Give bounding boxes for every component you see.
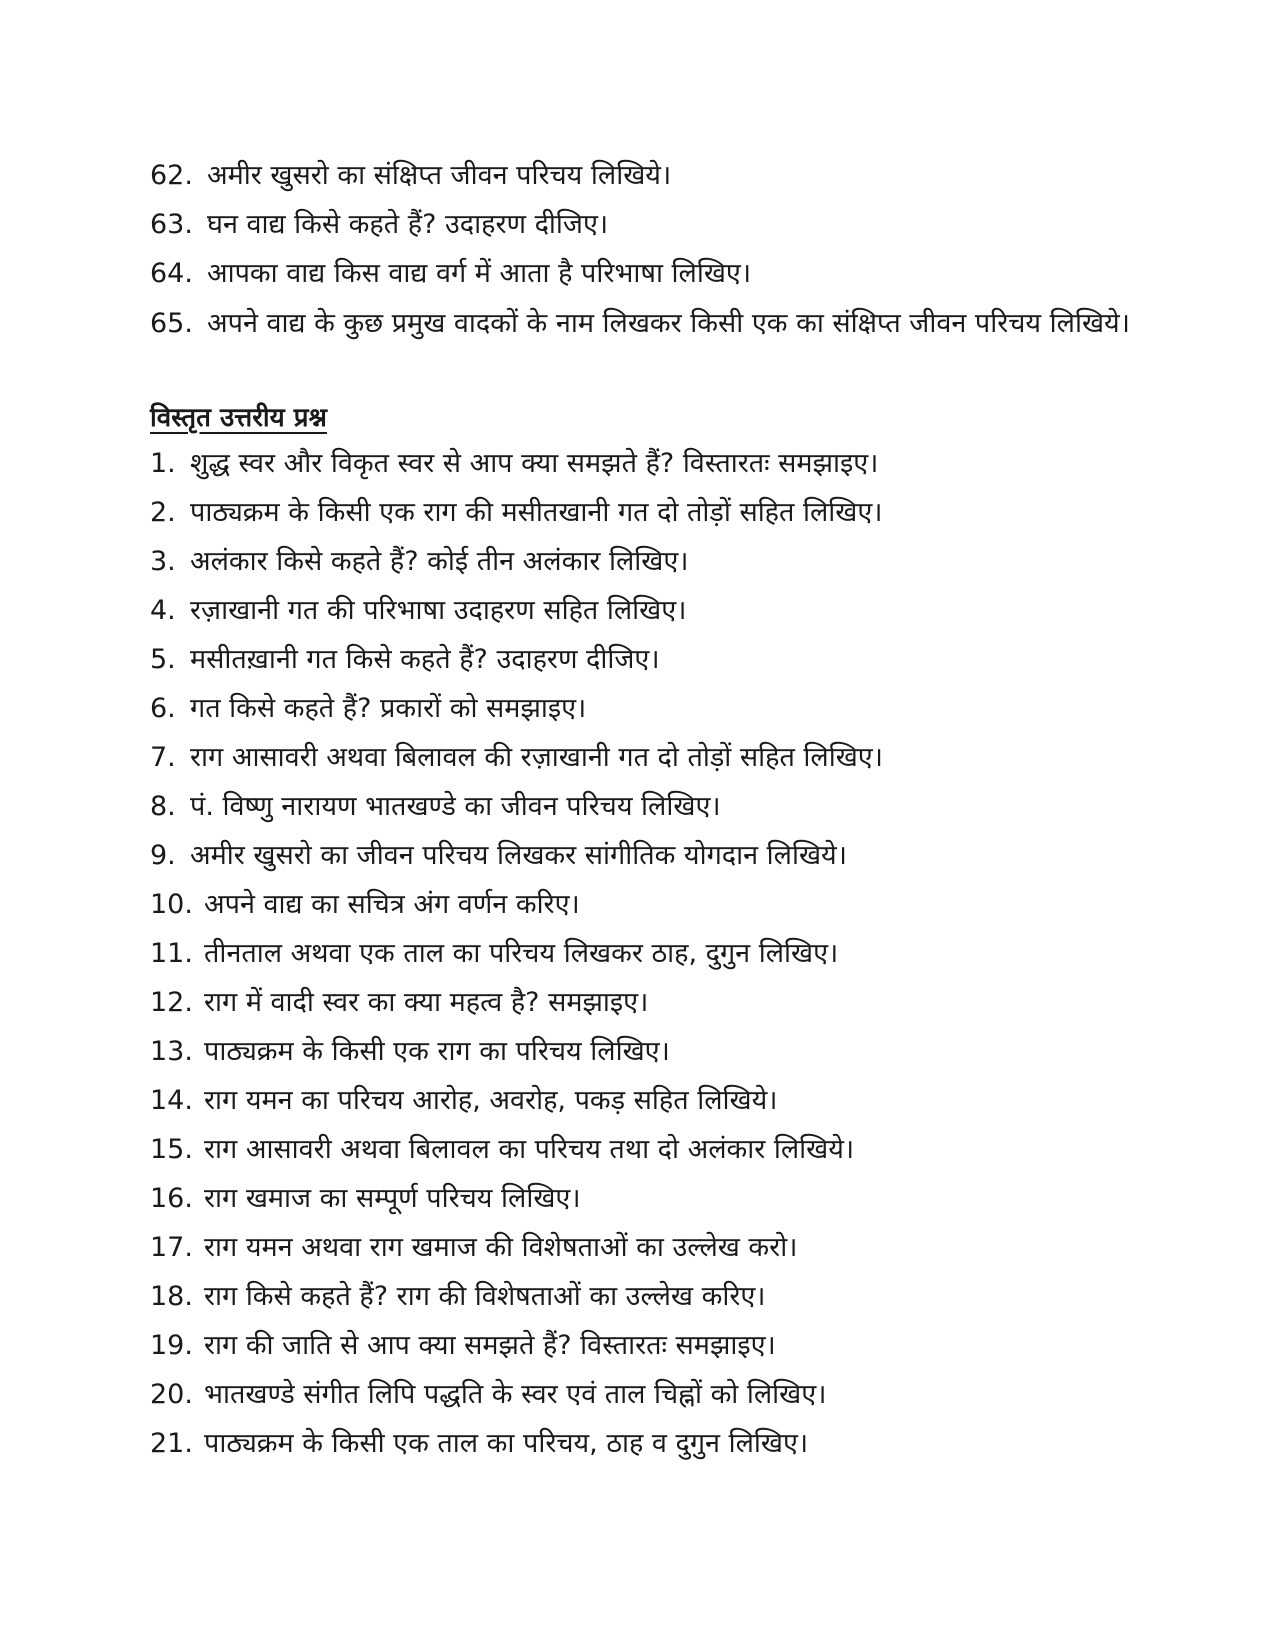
question-item [150,1026,1150,1075]
question-item [150,634,1150,683]
question-item [150,1418,1150,1467]
question-number: 13. [150,1036,193,1067]
question-number: 14. [150,1085,193,1116]
question-number: 8. [150,791,176,822]
question-text: पं. विष्णु नारायण भातखण्डे का जीवन परिचय लिखिए। [190,791,721,822]
question-text: राग में वादी स्वर का क्या महत्व है? समझाइए। [204,987,649,1018]
question-item [150,248,1150,297]
question-item [150,1075,1150,1124]
question-item [150,487,1150,536]
question-number: 20. [150,1379,193,1410]
question-text: पाठ्यक्रम के किसी एक राग का परिचय लिखिए। [204,1036,670,1067]
question-item [150,297,1150,351]
question-text: राग यमन का परिचय आरोह, अवरोह, पकड़ सहित लिखिये। [204,1085,778,1116]
question-number: 7. [150,742,176,773]
question-text: पाठ्यक्रम के किसी एक ताल का परिचय, ठाह व दुगुन लिखिए। [204,1428,809,1459]
question-item [150,438,1150,487]
question-number: 17. [150,1232,193,1263]
question-item [150,732,1150,781]
question-text: राग यमन अथवा राग खमाज की विशेषताओं का उल्लेख करो। [204,1232,798,1263]
question-item [150,928,1150,977]
question-number: 19. [150,1330,193,1361]
question-item [150,1320,1150,1369]
question-number: 16. [150,1183,193,1214]
question-number: 4. [150,595,176,626]
question-number: 9. [150,840,176,871]
question-number: 5. [150,644,176,675]
question-text: गत किसे कहते हैं? प्रकारों को समझाइए। [190,693,587,724]
question-item [150,879,1150,928]
question-text: राग किसे कहते हैं? राग की विशेषताओं का उल्लेख करिए। [204,1281,766,1312]
question-text: अमीर खुसरो का संक्षिप्त जीवन परिचय लिखिये। [207,160,672,191]
question-text: मसीतख़ानी गत किसे कहते हैं? उदाहरण दीजिए। [190,644,660,675]
question-text: राग आसावरी अथवा बिलावल की रज़ाखानी गत दो तोड़ों सहित लिखिए। [190,742,883,773]
question-text: घन वाद्य किसे कहते हैं? उदाहरण दीजिए। [207,209,609,240]
question-item [150,199,1150,248]
question-number: 18. [150,1281,193,1312]
question-item [150,781,1150,830]
question-number: 10. [150,889,193,920]
question-text: भातखण्डे संगीत लिपि पद्धति के स्वर एवं ताल चिह्नों को लिखिए। [204,1379,827,1410]
question-text: पाठ्यक्रम के किसी एक राग की मसीतखानी गत दो तोड़ों सहित लिखिए। [190,497,883,528]
question-text: राग आसावरी अथवा बिलावल का परिचय तथा दो अलंकार लिखिये। [204,1134,855,1165]
question-number: 21. [150,1428,193,1459]
section-heading: विस्तृत उत्तरीय प्रश्न [150,403,327,433]
question-number: 2. [150,497,176,528]
question-item [150,1124,1150,1173]
question-item [150,536,1150,585]
question-text: अपने वाद्य का सचित्र अंग वर्णन करिए। [204,889,580,920]
question-text: राग की जाति से आप क्या समझते हैं? विस्तारतः समझाइए। [204,1330,776,1361]
question-number: 63. [150,209,193,240]
question-item [150,683,1150,732]
question-text: शुद्ध स्वर और विकृत स्वर से आप क्या समझते हैं? विस्तारतः समझाइए। [190,448,879,479]
question-item [150,830,1150,879]
question-text: राग खमाज का सम्पूर्ण परिचय लिखिए। [204,1183,581,1214]
question-number: 12. [150,987,193,1018]
question-text: अलंकार किसे कहते हैं? कोई तीन अलंकार लिखिए। [190,546,689,577]
long-question-list [150,438,1150,1467]
question-number: 3. [150,546,176,577]
question-number: 1. [150,448,176,479]
question-item [150,585,1150,634]
question-item [150,977,1150,1026]
question-item [150,1369,1150,1418]
question-number: 65. [150,308,193,339]
question-number: 15. [150,1134,193,1165]
question-text: आपका वाद्य किस वाद्य वर्ग में आता है परिभाषा लिखिए। [207,258,752,289]
short-question-list [150,150,1150,351]
question-item [150,150,1150,199]
question-number: 11. [150,938,193,969]
question-text: अपने वाद्य के कुछ प्रमुख वादकों के नाम लिखकर किसी एक का संक्षिप्त जीवन परिचय लिखिये। [207,308,1130,339]
question-text: रज़ाखानी गत की परिभाषा उदाहरण सहित लिखिए। [190,595,687,626]
question-number: 62. [150,160,193,191]
question-number: 64. [150,258,193,289]
question-item [150,1173,1150,1222]
question-number: 6. [150,693,176,724]
question-item [150,1271,1150,1320]
question-text: अमीर खुसरो का जीवन परिचय लिखकर सांगीतिक योगदान लिखिये। [190,840,847,871]
question-item [150,1222,1150,1271]
question-text: तीनताल अथवा एक ताल का परिचय लिखकर ठाह, दुगुन लिखिए। [204,938,839,969]
